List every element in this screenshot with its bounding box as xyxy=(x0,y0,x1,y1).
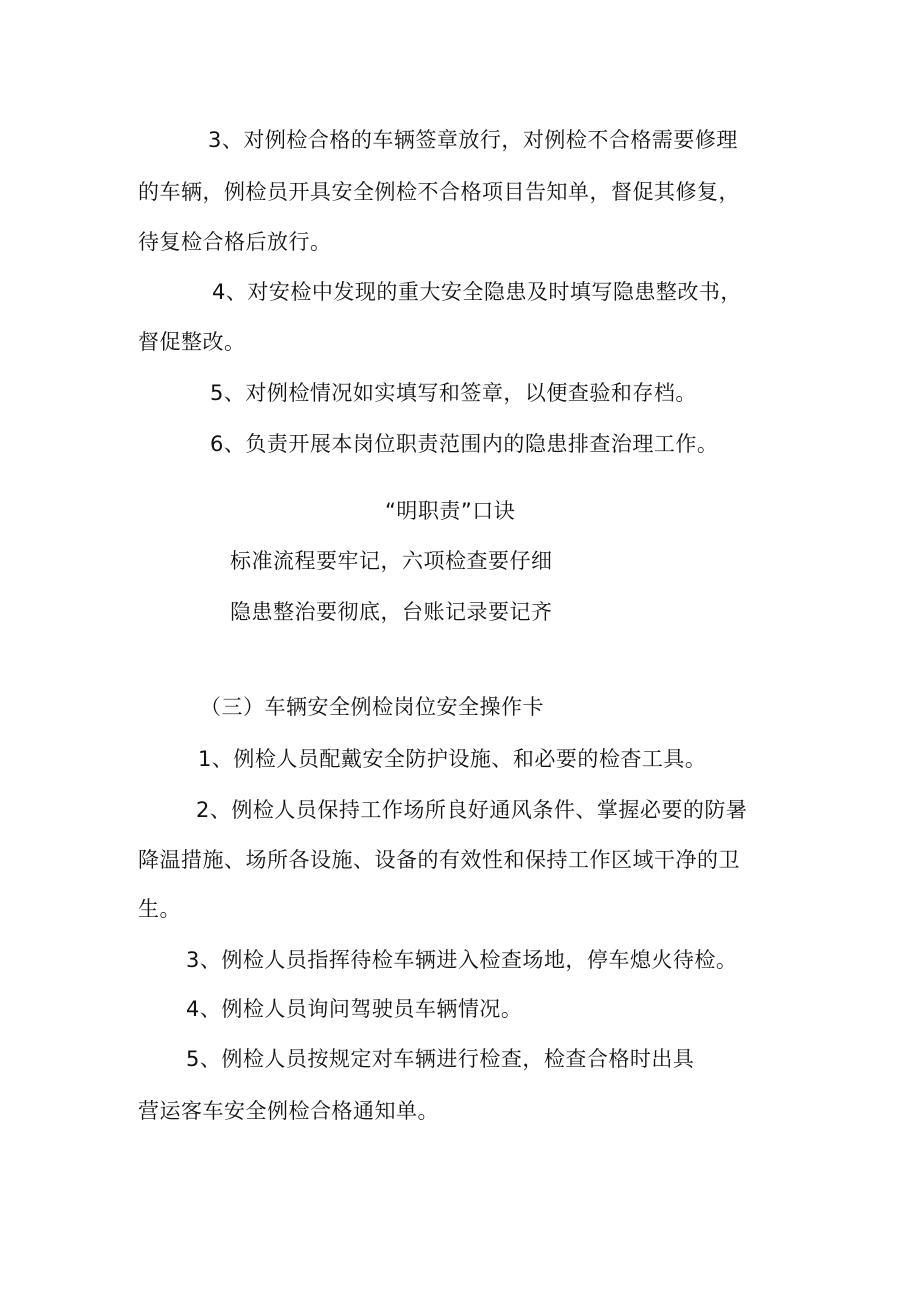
op-item-5-line-1: 5、例检人员按规定对车辆进行检查，检查合格时出具 xyxy=(186,1047,695,1071)
op-item-3-line-1: 3、例检人员指挥待检车辆进入检查场地，停车熄火待检。 xyxy=(186,948,738,972)
item-3-line-2: 的车辆，例检员开具安全例检不合格项目告知单，督促其修复， xyxy=(138,180,740,204)
op-item-2-line-2: 降温措施、场所各设施、设备的有效性和保持工作区域干净的卫 xyxy=(138,848,740,872)
op-item-1-line-1: 1、例检人员配戴安全防护设施、和必要的检杳工具。 xyxy=(198,747,707,771)
item-4-line-2: 督促整改。 xyxy=(138,330,246,354)
op-item-4-line-1: 4、例检人员询问驾驶员车辆情况。 xyxy=(186,997,523,1021)
item-5-line-1: 5、对例检情况如实填写和签章，以便查验和存档。 xyxy=(210,381,697,405)
item-4-line-1: 4、对安检中发现的重大安全隐患及时填写隐患整改书， xyxy=(212,280,742,304)
op-item-2-line-1: 2、例检人员保持工作场所良好通风条件、掌握必要的防暑 xyxy=(196,798,748,822)
item-3-line-3: 待复检合格后放行。 xyxy=(138,230,332,254)
section-3-heading: （三）车辆安全例检岗位安全操作卡 xyxy=(200,695,544,719)
mnemonic-title: “明职责”口诀 xyxy=(385,499,516,523)
op-item-2-line-3: 生。 xyxy=(138,897,181,921)
mnemonic-line-2: 隐患整治要彻底，台账记录要记齐 xyxy=(230,600,553,624)
op-item-5-line-2: 营运客车安全例检合格通知单。 xyxy=(138,1099,439,1123)
item-3-line-1: 3、对例检合格的车辆签章放行，对例检不合格需要修理 xyxy=(208,128,738,152)
item-6-line-1: 6、负责开展本岗位职责范围内的隐患排查治理工作。 xyxy=(210,432,719,456)
mnemonic-line-1: 标准流程要牢记，六项检查要仔细 xyxy=(230,549,553,573)
